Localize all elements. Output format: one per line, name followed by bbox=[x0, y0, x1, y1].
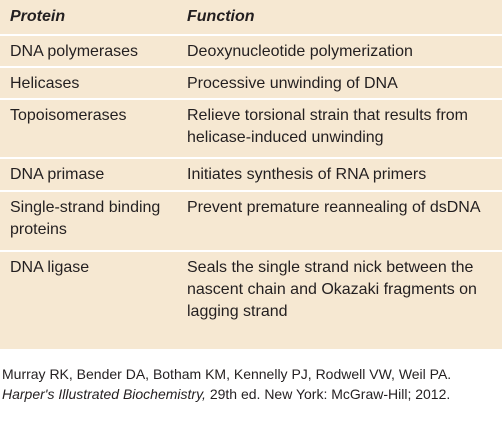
protein-cell: Single-strand binding proteins bbox=[10, 199, 161, 238]
table-row bbox=[0, 190, 502, 250]
source-citation bbox=[2, 365, 500, 404]
function-cell: Prevent premature reannealing of dsDNA bbox=[187, 199, 481, 216]
function-cell: Processive unwinding of DNA bbox=[187, 75, 398, 92]
table-row bbox=[0, 66, 502, 98]
function-cell: Initiates synthesis of RNA primers bbox=[187, 166, 427, 183]
table-row bbox=[0, 98, 502, 157]
citation-book-title: Harper's Illustrated Biochemistry, bbox=[2, 385, 206, 402]
citation-publication: 29th ed. New York: McGraw-Hill; 2012. bbox=[205, 385, 451, 402]
table-row bbox=[0, 157, 502, 190]
function-cell: Relieve torsional strain that results from helicase-induced unwinding bbox=[187, 107, 468, 146]
citation-authors: Murray RK, Bender DA, Botham KM, Kennelly PJ, Rodwell VW, Weil PA. bbox=[2, 366, 452, 382]
protein-cell: DNA polymerases bbox=[10, 43, 139, 60]
header-protein: Protein bbox=[10, 8, 66, 25]
function-cell: Seals the single strand nick between the nascent chain and Okazaki fragments on lagging strand bbox=[187, 259, 477, 320]
protein-cell: Helicases bbox=[10, 75, 80, 92]
table-header-row bbox=[0, 0, 502, 34]
header-function: Function bbox=[187, 8, 255, 25]
function-cell: Deoxynucleotide polymerization bbox=[187, 43, 413, 60]
protein-cell: DNA ligase bbox=[10, 259, 90, 276]
table-row bbox=[0, 250, 502, 349]
protein-cell: Topoisomerases bbox=[10, 107, 127, 124]
protein-cell: DNA primase bbox=[10, 166, 105, 183]
table-row bbox=[0, 34, 502, 66]
